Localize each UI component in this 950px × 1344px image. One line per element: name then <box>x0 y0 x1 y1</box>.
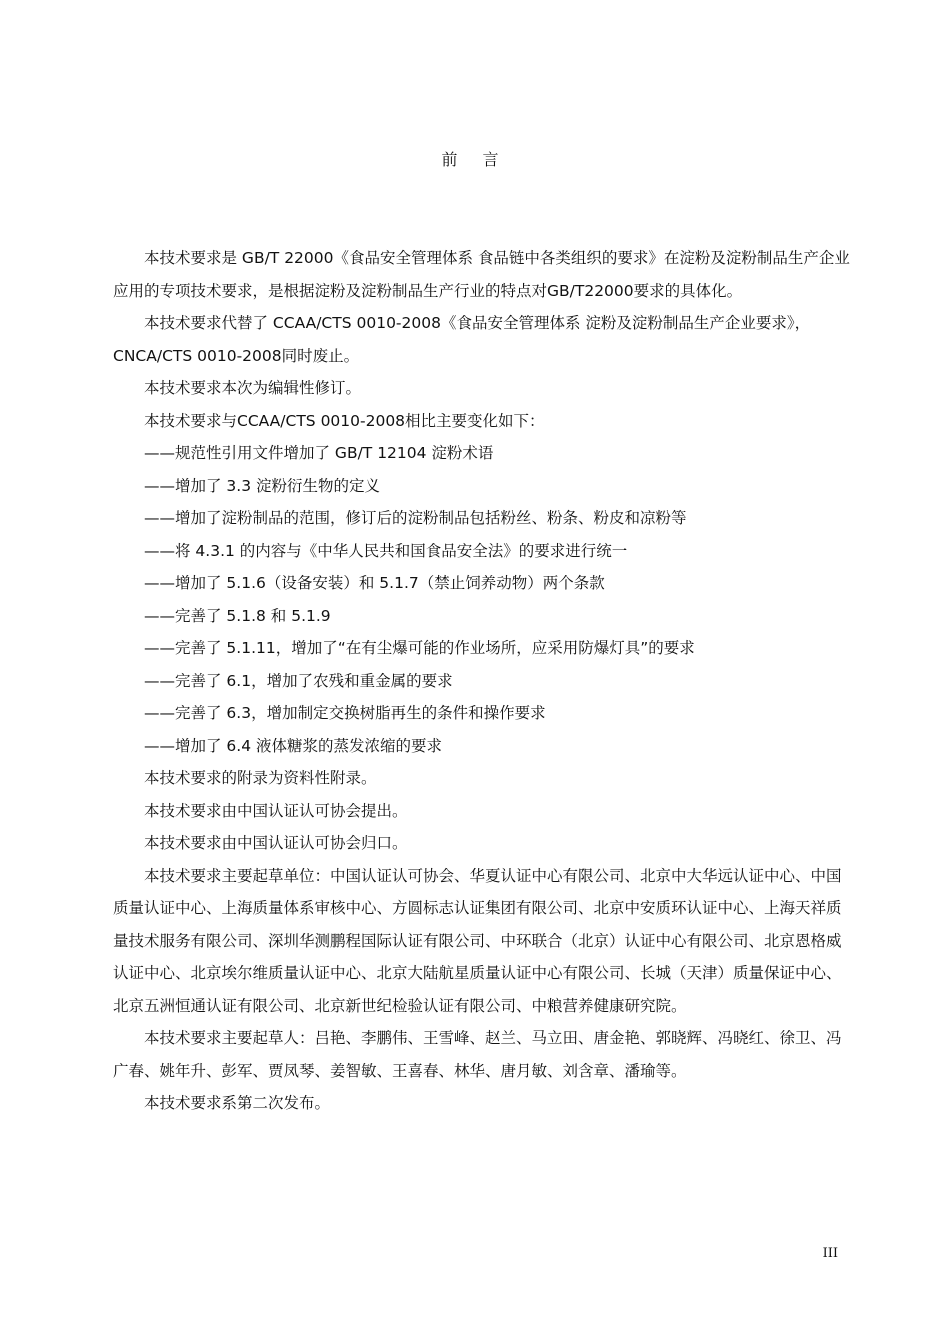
change-list-item: ——增加了淀粉制品的范围，修订后的淀粉制品包括粉丝、粉条、粉皮和凉粉等 <box>144 509 687 527</box>
paragraph-scope: 本技术要求是 GB/T 22000《食品安全管理体系 食品链中各类组织的要求》在淀粉及淀粉制品生产企业应用的专项技术要求，是根据淀粉及淀粉制品生产行业的特点对GB/T22000要求的具体化。 <box>113 249 850 300</box>
page-number: III <box>822 1246 838 1261</box>
paragraph-revision-type: 本技术要求本次为编辑性修订。 <box>144 379 362 397</box>
paragraph-publication: 本技术要求系第二次发布。 <box>144 1094 331 1112</box>
paragraph-replacement: 本技术要求代替了 CCAA/CTS 0010-2008《食品安全管理体系 淀粉及淀粉制品生产企业要求》，CNCA/CTS 0010-2008同时废止。 <box>113 314 811 365</box>
paragraph-changes-intro: 本技术要求与CCAA/CTS 0010-2008相比主要变化如下： <box>144 411 545 430</box>
document-body <box>113 242 853 1120</box>
paragraph-proposer: 本技术要求由中国认证认可协会提出。 <box>144 801 408 820</box>
change-list-item: ——增加了 5.1.6（设备安装）和 5.1.7（禁止饲养动物）两个条款 <box>144 574 605 592</box>
change-list-item: ——规范性引用文件增加了 GB/T 12104 淀粉术语 <box>144 444 494 462</box>
paragraph-administrator: 本技术要求由中国认证认可协会归口。 <box>144 834 408 852</box>
paragraph-drafters: 本技术要求主要起草人：吕艳、李鹏伟、王雪峰、赵兰、马立田、唐金艳、郭晓辉、冯晓红、徐卫、冯广春、姚年升、彭军、贾凤琴、姜智敏、王喜春、林华、唐月敏、刘含章、潘瑜等。 <box>113 1029 842 1080</box>
page-title: 前 言 <box>441 150 509 169</box>
paragraph-drafting-units: 本技术要求主要起草单位：中国认证认可协会、华夏认证中心有限公司、北京中大华远认证中心、中国质量认证中心、上海质量体系审核中心、方圆标志认证集团有限公司、北京中安质环认证中心、上海天祥质量技术服务有限公司、深圳华测鹏程国际认证有限公司、中环联合（北京）认证中心有限公司、北京恩格威认证中心、北京埃尔维质量认证中心、北京大陆航星质量认证中心有限公司、长城（天津）质量保证中心、北京五洲恒通认证有限公司、北京新世纪检验认证有限公司、中粮营养健康研究院。 <box>113 866 842 1015</box>
change-list-item: ——完善了 5.1.8 和 5.1.9 <box>144 606 331 625</box>
change-list-item: ——完善了 5.1.11，增加了“在有尘爆可能的作业场所，应采用防爆灯具”的要求 <box>144 639 695 657</box>
paragraph-appendix: 本技术要求的附录为资料性附录。 <box>144 769 377 787</box>
change-list-item: ——将 4.3.1 的内容与《中华人民共和国食品安全法》的要求进行统一 <box>144 541 628 560</box>
change-list-item: ——完善了 6.1，增加了农残和重金属的要求 <box>144 671 453 690</box>
change-list-item: ——增加了 3.3 淀粉衍生物的定义 <box>144 476 381 495</box>
change-list-item: ——增加了 6.4 液体糖浆的蒸发浓缩的要求 <box>144 736 443 755</box>
change-list-item: ——完善了 6.3，增加制定交换树脂再生的条件和操作要求 <box>144 704 546 722</box>
